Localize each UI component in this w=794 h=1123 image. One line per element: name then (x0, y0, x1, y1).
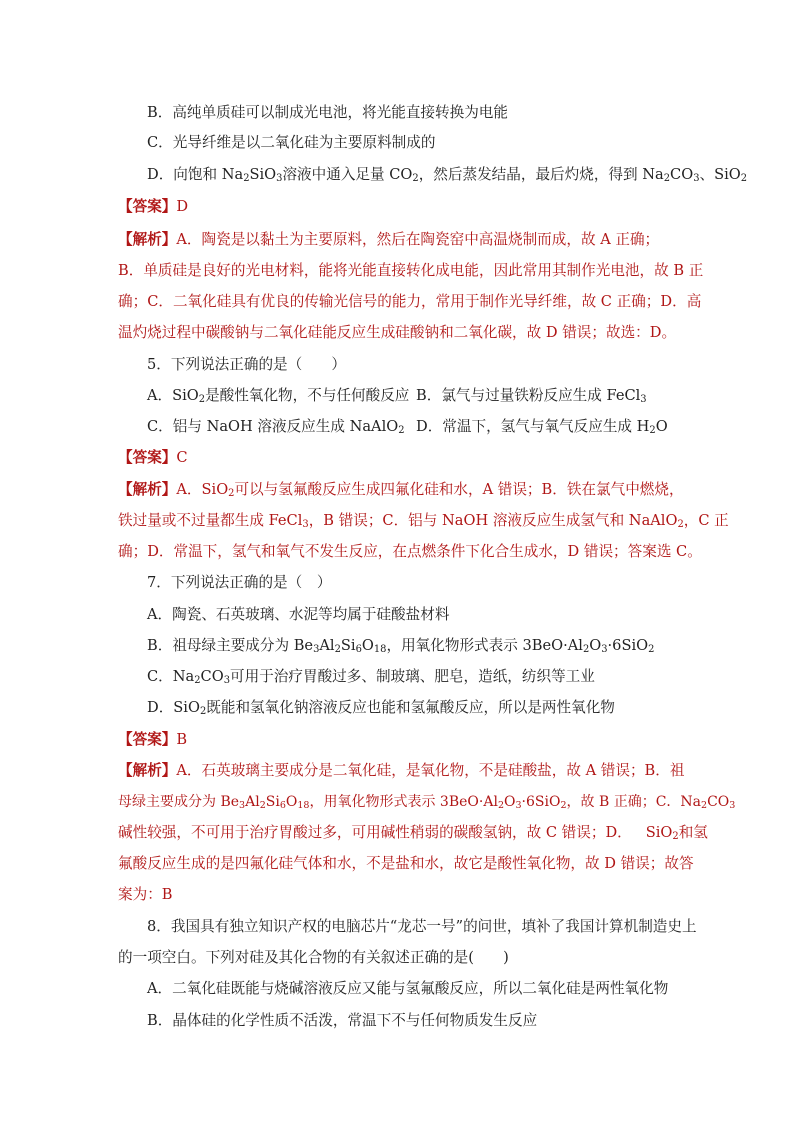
q4-option-c: C．光导纤维是以二氧化硅为主要原料制成的 (147, 134, 436, 151)
q5-option-c: C．铝与 NaOH 溶液反应生成 NaAlO$_2$ (147, 418, 405, 436)
q5-option-a: A．SiO$_2$是酸性氧化物，不与任何酸反应 (147, 387, 410, 405)
q4-analysis-line-1: 【解析】A．陶瓷是以黏土为主要原料，然后在陶瓷窑中高温烧制而成，故 A 正确； (118, 231, 660, 248)
q7-analysis-line-5: 案为：B (118, 886, 173, 903)
q7-option-d: D．SiO$_2$既能和氢氧化钠溶液反应也能和氢氟酸反应，所以是两性氧化物 (147, 699, 615, 717)
q8-option-a: A．二氧化硅既能与烧碱溶液反应又能与氢氟酸反应，所以二氧化硅是两性氧化物 (147, 980, 669, 997)
q5-stem: 5．下列说法正确的是（ ） (147, 356, 347, 373)
q8-option-b: B．晶体硅的化学性质不活泼，常温下不与任何物质发生反应 (147, 1012, 538, 1029)
q7-option-c: C．$Na_2CO_3$可用于治疗胃酸过多、制玻璃、肥皂，造纸，纺织等工业 (147, 668, 595, 686)
q7-answer: 【答案】B (118, 731, 188, 748)
q7-analysis-line-3: 碱性较强，不可用于治疗胃酸过多，可用碱性稍弱的碳酸氢钠，故 C 错误；D． SiO$_2$和氢 (118, 824, 708, 842)
q7-stem: 7．下列说法正确的是（ ） (147, 574, 332, 591)
q4-option-b: B．高纯单质硅可以制成光电池，将光能直接转换为电能 (147, 104, 508, 121)
q7-option-b: B．祖母绿主要成分为 $Be_3Al_2Si_6O_{18}$，用氧化物形式表示 $3BeO\cdot Al_2O_3\cdot 6SiO_2$ (147, 637, 655, 655)
q5-analysis-line-1: 【解析】A．SiO$_2$可以与氢氟酸反应生成四氟化硅和水，A 错误；B．铁在氯气中燃烧， (118, 481, 684, 499)
q5-analysis-line-2: 铁过量或不过量都生成 FeCl$_3$，B 错误；C．铝与 NaOH 溶液反应生成氢气和 NaAlO$_2$，C 正 (118, 512, 729, 530)
q8-stem-line-1: 8．我国具有独立知识产权的电脑芯片“龙芯一号”的问世，填补了我国计算机制造史上 (147, 918, 697, 935)
q5-option-b: B．氯气与过量铁粉反应生成 FeCl$_3$ (416, 387, 647, 405)
q8-stem-line-2: 的一项空白。下列对硅及其化合物的有关叙述正确的是( ) (118, 949, 509, 966)
q4-answer: 【答案】D (118, 198, 189, 215)
q5-answer: 【答案】C (118, 449, 188, 466)
q7-analysis-line-1: 【解析】A．石英玻璃主要成分是二氧化硅，是氧化物，不是硅酸盐，故 A 错误；B．祖 (118, 762, 685, 779)
q7-analysis-line-4: 氟酸反应生成的是四氟化硅气体和水，不是盐和水，故它是酸性氧化物，故 D 错误；故答 (118, 855, 694, 872)
q5-analysis-line-3: 确；D．常温下，氢气和氧气不发生反应，在点燃条件下化合生成水，D 错误；答案选 C。 (118, 543, 702, 560)
q7-option-a: A．陶瓷、石英玻璃、水泥等均属于硅酸盐材料 (147, 606, 450, 623)
q4-option-d: D．向饱和 $Na_2SiO_3$溶液中通入足量 $CO_2$，然后蒸发结晶，最后灼烧，得到 $Na_2CO_3$、SiO$_2$ (147, 166, 748, 184)
q4-analysis-line-2: B．单质硅是良好的光电材料，能将光能直接转化成电能，因此常用其制作光电池，故 B 正 (118, 262, 704, 279)
q5-option-d: D．常温下，氢气与氧气反应生成 $H_2O$ (416, 418, 668, 436)
q4-analysis-line-4: 温灼烧过程中碳酸钠与二氧化硅能反应生成硅酸钠和二氧化碳，故 D 错误；故选：D。 (118, 324, 677, 341)
q4-analysis-line-3: 确；C．二氧化硅具有优良的传输光信号的能力，常用于制作光导纤维，故 C 正确；D．高 (118, 293, 702, 310)
q7-analysis-line-2: 母绿主要成分为 $Be_3Al_2Si_6O_{18}$，用氧化物形式表示 $3BeO\cdot Al_2O_3\cdot 6SiO_2$，故 B 正确；C．$Na_2CO_3$ (118, 794, 736, 811)
